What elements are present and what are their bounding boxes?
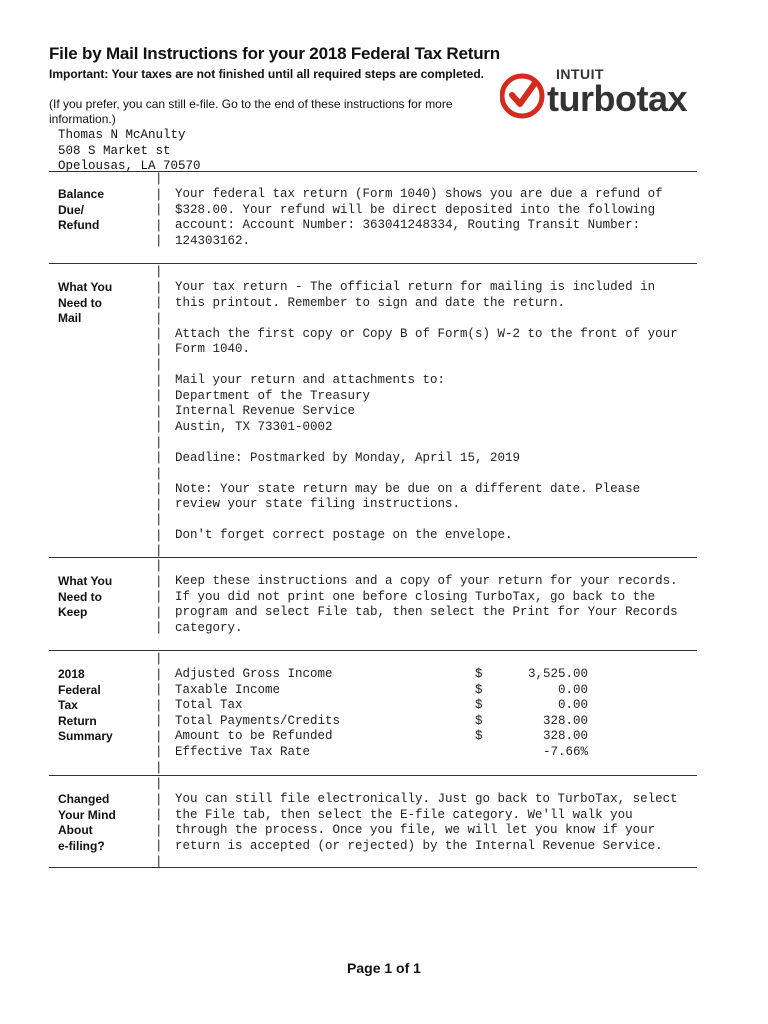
summary-row-label: Total Payments/Credits	[175, 713, 341, 728]
summary-row-value: 0.00	[557, 682, 588, 697]
taxpayer-street: 508 S Market st	[58, 143, 171, 158]
summary-row	[175, 667, 595, 683]
summary-row-value: 0.00	[557, 698, 588, 712]
section-label-mail: What You Need to Mail	[58, 280, 113, 325]
summary-row-value: -7.66%	[542, 744, 588, 759]
page-number: Page 1 of 1	[347, 960, 421, 976]
section-label-efiling: Changed Your Mind About e-filing?	[58, 792, 116, 853]
column-divider: | | | | |	[155, 559, 163, 635]
section-body-efiling: You can still file electronically. Just go back to TurboTax, select the File tab, then select the E-file category. We'll walk you through the process. Once you file, we will let you know if your return is accepted (or rejected) by the Internal Revenue Service.	[175, 792, 678, 853]
divider	[49, 263, 697, 264]
summary-row-label: Total Tax	[175, 698, 243, 712]
taxpayer-name: Thomas N McAnulty	[58, 128, 186, 142]
efile-note: (If you prefer, you can still e-file. Go to the end of these instructions for more information.)	[49, 97, 453, 126]
column-divider: | | | | | | | | | | | | | | | | | | |	[155, 265, 163, 558]
section-label-summary: 2018 Federal Tax Return Summary	[58, 667, 113, 743]
divider	[49, 867, 697, 868]
summary-row-currency: $	[475, 698, 483, 712]
turbotax-logo	[500, 64, 725, 122]
section-label-balance: Balance Due/ Refund	[58, 187, 105, 232]
divider	[49, 171, 697, 172]
summary-row	[175, 745, 595, 761]
summary-row	[175, 698, 595, 714]
column-divider: | | | | |	[155, 172, 163, 248]
summary-row	[175, 729, 595, 745]
turbotax-wordmark: turbotax	[547, 78, 687, 119]
section-label-keep: What You Need to Keep	[58, 574, 113, 619]
taxpayer-city: Opelousas, LA 70570	[58, 159, 201, 173]
taxpayer-address	[58, 128, 201, 175]
summary-row-currency: $	[475, 713, 483, 728]
intuit-wordmark: INTUIT	[556, 66, 605, 82]
summary-row-value: 328.00	[542, 729, 588, 743]
section-body-keep: Keep these instructions and a copy of your return for your records. If you did not print one before closing TurboTax, go back to the program and select File tab, then select the Print for Your Records category.	[175, 574, 678, 635]
summary-row	[175, 683, 595, 699]
summary-row-value: 3,525.00	[527, 667, 588, 681]
summary-row	[175, 714, 595, 730]
summary-row-label: Amount to be Refunded	[175, 729, 333, 743]
divider	[49, 775, 697, 776]
divider	[49, 650, 697, 651]
checkmark-icon	[512, 83, 535, 104]
column-divider: | | | | | |	[155, 777, 163, 869]
summary-row-currency: $	[475, 682, 483, 697]
summary-row-label: Effective Tax Rate	[175, 744, 311, 759]
summary-row-currency: $	[475, 667, 483, 681]
page-title: File by Mail Instructions for your 2018 Federal Tax Return	[49, 44, 500, 63]
important-notice: Important: Your taxes are not finished until all required steps are completed.	[49, 67, 484, 81]
summary-row-currency: $	[475, 729, 483, 743]
section-body-mail: Your tax return - The official return for mailing is included in this printout. Remember to sign and date the return. Attach the first copy or Copy B of Form(s) W-2 to the front of your Form 1040. Mail your return and attachments to: Department of the Treasury Internal Revenue Service Austin, TX 73301-0002 Deadline: Postmarked by Monday, April 15, 2019 Note: Your state return may be due on a different date. Please review your state filing instructions. Don't forget correct postage on the envelope.	[175, 280, 678, 542]
summary-row-value: 328.00	[542, 713, 588, 728]
summary-row-label: Taxable Income	[175, 682, 281, 697]
summary-row-label: Adjusted Gross Income	[175, 667, 333, 681]
divider	[49, 557, 697, 558]
section-body-balance: Your federal tax return (Form 1040) shows you are due a refund of $328.00. Your refund will be direct deposited into the following account: Account Number: 363041248334, Routing Transit Number: 124303162.	[175, 187, 663, 248]
column-divider: | | | | | | | |	[155, 652, 163, 775]
